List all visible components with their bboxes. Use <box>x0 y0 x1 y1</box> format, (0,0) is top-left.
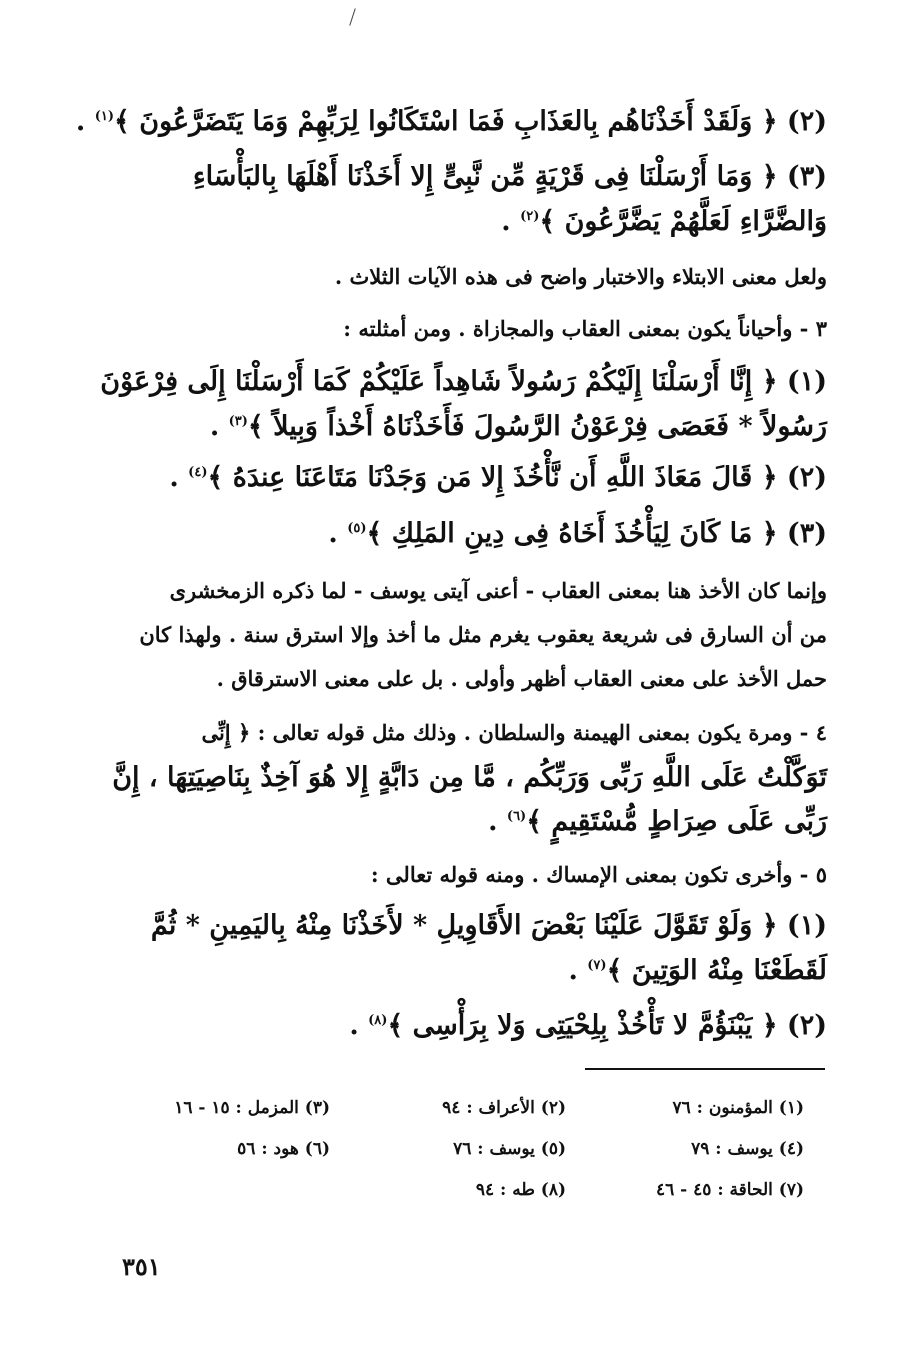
line-tail: . <box>209 411 229 442</box>
footnote-ref: (٦) <box>506 809 527 824</box>
line-tail: . <box>328 518 348 549</box>
line-text: وإنما كان الأخذ هنا بمعنى العقاب - أعنى آيتى يوسف - لما ذكره الزمخشرى <box>169 578 827 603</box>
line-text: ٣ - وأحياناً يكون بمعنى العقاب والمجازاة . ومن أمثلته : <box>343 316 827 341</box>
footnote: (٢) الأعراف : ٩٤ <box>442 1098 566 1118</box>
line-text: (١) ﴿ إِنَّا أَرْسَلْنَا إِلَيْكُمْ رَسُولاً شَاهِداً عَلَيْكُمْ كَمَا أَرْسَلْنَا إِلَى فِرْعَوْنَ <box>100 366 827 397</box>
verse-line <box>568 957 827 984</box>
footnote: (٧) الحاقة : ٤٥ - ٤٦ <box>656 1180 804 1200</box>
line-text: (٢) ﴿ قَالَ مَعَاذَ اللَّهِ أَن نَّأْخُذَ إِلا مَن وَجَدْنَا مَتَاعَنَا عِندَهُ ﴾ <box>207 462 827 493</box>
footnote-ref: (٢) <box>520 209 540 224</box>
line-text: (٣) ﴿ وَمَا أَرْسَلْنَا فِى قَرْيَةٍ مِّن نَّبِىٍّ إِلا أَخَذْنَا أَهْلَهَا بِالبَأْسَاءِ <box>192 161 827 192</box>
footnote: (٥) يوسف : ٧٦ <box>453 1139 566 1159</box>
line-text: (٢) ﴿ وَلَقَدْ أَخَذْنَاهُم بِالعَذَابِ فَمَا اسْتَكَانُوا لِرَبِّهِمْ وَمَا يَتَضَرَّعُونَ ﴾ <box>114 106 827 137</box>
footnote-ref: (١) <box>94 109 115 124</box>
footnote-ref: (٤) <box>188 465 208 480</box>
verse-line <box>112 764 827 791</box>
verse-line <box>349 1012 827 1039</box>
line-text: من أن السارق فى شريعة يعقوب يغرم مثل ما أخذ وإلا استرق سنة . ولهذا كان <box>139 622 827 647</box>
verse-line <box>501 208 827 235</box>
line-tail: . <box>349 1010 369 1041</box>
line-text: وَالضَّرَّاءِ لَعَلَّهُمْ يَضَّرَّعُونَ ﴾ <box>539 206 827 237</box>
line-tail: . <box>501 206 521 237</box>
verse-line <box>76 108 827 135</box>
prose-line <box>139 624 827 645</box>
verse-line <box>100 368 827 395</box>
prose-line <box>217 668 827 689</box>
section-heading <box>201 722 827 743</box>
line-tail: . <box>488 806 507 837</box>
line-text: ولعل معنى الابتلاء والاختبار واضح فى هذه الآيات الثلاث . <box>334 264 827 289</box>
line-text: (٣) ﴿ مَا كَانَ لِيَأْخُذَ أَخَاهُ فِى دِينِ المَلِكِ ﴾ <box>366 518 827 549</box>
line-tail: . <box>75 106 95 137</box>
line-text: ٤ - ومرة يكون بمعنى الهيمنة والسلطان . وذلك مثل قوله تعالى : ﴿ إِنِّى <box>201 720 827 745</box>
scan-mark <box>349 8 356 25</box>
page-number: ٣٥١ <box>122 1252 161 1281</box>
prose-line <box>335 266 827 287</box>
line-text: (٢) ﴿ يَبْنَؤُمَّ لا تَأْخُذْ بِلِحْيَتِى وَلا بِرَأْسِى ﴾ <box>387 1010 827 1041</box>
verse-line <box>210 413 827 440</box>
line-text: تَوَكَّلْتُ عَلَى اللَّهِ رَبِّى وَرَبِّكُم ، مَّا مِن دَابَّةٍ إِلا هُوَ آخِذٌ بِنَاصِيَتِهَا ، إِنَّ <box>112 762 827 793</box>
verse-line <box>488 808 827 835</box>
line-tail: . <box>169 462 189 493</box>
verse-line <box>169 464 827 491</box>
verse-line <box>193 163 827 190</box>
line-text: رَبِّى عَلَى صِرَاطٍ مُّسْتَقِيمٍ ﴾ <box>526 806 827 837</box>
footnote-ref: (٥) <box>347 521 367 536</box>
footnote-ref: (٧) <box>587 958 607 973</box>
section-heading <box>343 318 827 339</box>
line-text: حمل الأخذ على معنى العقاب أظهر وأولى . بل على معنى الاسترقاق . <box>216 666 827 691</box>
line-text: رَسُولاً * فَعَصَى فِرْعَوْنُ الرَّسُولَ فَأَخَذْنَاهُ أَخْذاً وَبِيلاً ﴾ <box>247 411 827 442</box>
verse-line <box>328 520 827 547</box>
footnote: (٦) هود : ٥٦ <box>237 1139 330 1159</box>
footnote-ref: (٨) <box>368 1013 388 1028</box>
line-text: ٥ - وأخرى تكون بمعنى الإمساك . ومنه قوله تعالى : <box>370 862 827 887</box>
line-tail: . <box>568 955 588 986</box>
section-heading <box>371 864 827 885</box>
footnote-divider <box>585 1068 825 1070</box>
line-text: (١) ﴿ وَلَوْ تَقَوَّلَ عَلَيْنَا بَعْضَ الأَقَاوِيلِ * لأَخَذْنَا مِنْهُ بِاليَمِينِ * ثُمَّ <box>150 910 827 941</box>
footnote: (٣) المزمل : ١٥ - ١٦ <box>174 1098 330 1118</box>
footnote: (٨) طه : ٩٤ <box>475 1180 566 1200</box>
prose-line <box>170 580 827 601</box>
line-text: لَقَطَعْنَا مِنْهُ الوَتِينَ ﴾ <box>606 955 827 986</box>
footnote: (٤) يوسف : ٧٩ <box>691 1139 804 1159</box>
footnote: (١) المؤمنون : ٧٦ <box>672 1098 804 1118</box>
verse-line <box>151 912 827 939</box>
footnote-ref: (٣) <box>228 414 248 429</box>
